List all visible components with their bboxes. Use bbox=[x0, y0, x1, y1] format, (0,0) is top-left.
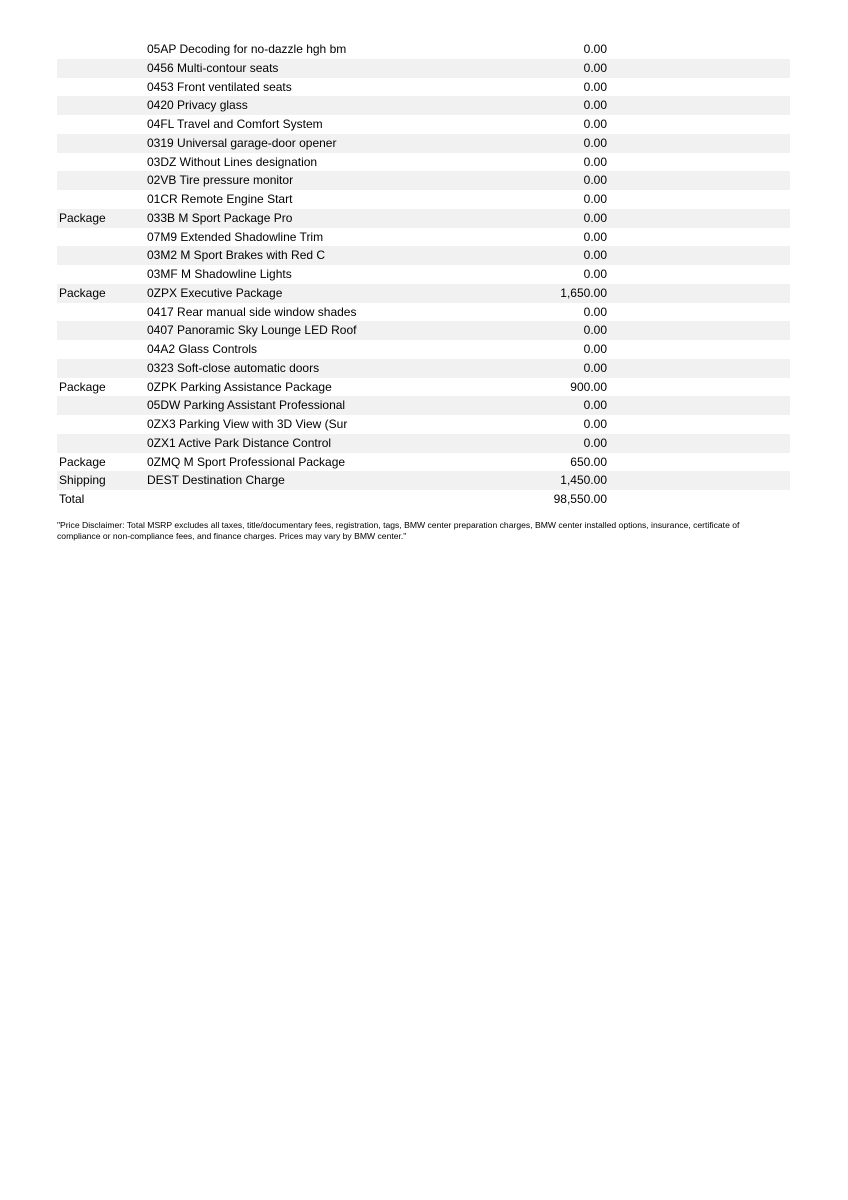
row-description: 03DZ Without Lines designation bbox=[147, 154, 318, 169]
row-description: 0407 Panoramic Sky Lounge LED Roof bbox=[147, 323, 357, 338]
row-price: 1,450.00 bbox=[560, 473, 607, 488]
row-price: 0.00 bbox=[583, 342, 607, 356]
row-description: DEST Destination Charge bbox=[147, 473, 285, 488]
table-row bbox=[57, 134, 790, 153]
table-row bbox=[57, 434, 790, 453]
price-disclaimer-text: "Price Disclaimer: Total MSRP excludes all taxes, title/documentary fees, registration, tags, BMW center preparation charges, BMW center installed options, insurance, certificate of compliance or non-compliance fees, and finance charges. Prices may vary by BMW center." bbox=[57, 520, 740, 542]
row-price: 0.00 bbox=[583, 42, 607, 56]
row-category: Package bbox=[59, 285, 106, 300]
row-price: 0.00 bbox=[583, 323, 607, 338]
row-price: 650.00 bbox=[570, 454, 607, 469]
row-description: 03MF M Shadowline Lights bbox=[147, 267, 292, 281]
row-price: 0.00 bbox=[583, 360, 607, 375]
row-description: 0ZX3 Parking View with 3D View (Sur bbox=[147, 417, 348, 431]
row-price: 0.00 bbox=[583, 304, 607, 319]
row-price: 0.00 bbox=[583, 98, 607, 113]
row-description: 0ZX1 Active Park Distance Control bbox=[147, 435, 332, 450]
table-row bbox=[57, 340, 790, 359]
row-price: 0.00 bbox=[583, 210, 607, 225]
table-row bbox=[57, 265, 790, 284]
row-price: 1,650.00 bbox=[560, 285, 607, 300]
table-row bbox=[57, 246, 790, 265]
row-description: 0ZMQ M Sport Professional Package bbox=[147, 454, 346, 469]
table-row bbox=[57, 153, 790, 172]
table-row bbox=[57, 321, 790, 340]
row-category: Shipping bbox=[59, 473, 106, 488]
table-row bbox=[57, 453, 790, 472]
table-row bbox=[57, 378, 790, 397]
row-description: 0323 Soft-close automatic doors bbox=[147, 360, 320, 375]
row-price: 0.00 bbox=[583, 192, 607, 206]
row-description: 05DW Parking Assistant Professional bbox=[147, 398, 346, 413]
row-description: 0420 Privacy glass bbox=[147, 98, 248, 113]
table-row bbox=[57, 96, 790, 115]
table-row bbox=[57, 490, 790, 509]
row-price: 0.00 bbox=[583, 173, 607, 188]
row-description: 05AP Decoding for no-dazzle hgh bm bbox=[147, 42, 347, 56]
row-description: 01CR Remote Engine Start bbox=[147, 192, 293, 206]
row-description: 02VB Tire pressure monitor bbox=[147, 173, 294, 188]
table-row bbox=[57, 190, 790, 209]
table-row bbox=[57, 415, 790, 434]
row-description: 0319 Universal garage-door opener bbox=[147, 135, 337, 150]
row-description: 0ZPX Executive Package bbox=[147, 285, 283, 300]
table-row bbox=[57, 471, 790, 490]
row-category: Package bbox=[59, 454, 106, 469]
table-row bbox=[57, 359, 790, 378]
table-row bbox=[57, 209, 790, 228]
row-price: 0.00 bbox=[583, 248, 607, 263]
row-category: Package bbox=[59, 210, 106, 225]
row-description: 033B M Sport Package Pro bbox=[147, 210, 293, 225]
row-category: Package bbox=[59, 379, 106, 394]
table-row bbox=[57, 396, 790, 415]
row-description: 03M2 M Sport Brakes with Red C bbox=[147, 248, 326, 263]
row-description: 0417 Rear manual side window shades bbox=[147, 304, 357, 319]
table-row bbox=[57, 59, 790, 78]
table-row bbox=[57, 303, 790, 322]
table-row bbox=[57, 171, 790, 190]
row-price: 0.00 bbox=[583, 435, 607, 450]
row-description: 0453 Front ventilated seats bbox=[147, 79, 292, 94]
table-row bbox=[57, 40, 790, 59]
row-price: 0.00 bbox=[583, 135, 607, 150]
vehicle-options-price-table bbox=[57, 40, 790, 509]
row-price: 900.00 bbox=[570, 379, 607, 394]
row-description: 0456 Multi-contour seats bbox=[147, 60, 279, 75]
row-price: 0.00 bbox=[583, 267, 607, 281]
row-description: 07M9 Extended Shadowline Trim bbox=[147, 229, 324, 244]
row-price: 0.00 bbox=[583, 417, 607, 431]
row-description: 0ZPK Parking Assistance Package bbox=[147, 379, 332, 394]
row-price: 0.00 bbox=[583, 117, 607, 131]
table-row bbox=[57, 284, 790, 303]
row-price: 0.00 bbox=[583, 154, 607, 169]
table-row bbox=[57, 115, 790, 134]
row-price: 0.00 bbox=[583, 398, 607, 413]
row-price: 0.00 bbox=[583, 79, 607, 94]
row-price: 0.00 bbox=[583, 229, 607, 244]
row-description: 04A2 Glass Controls bbox=[147, 342, 258, 356]
row-price: 98,550.00 bbox=[553, 492, 607, 506]
table-row bbox=[57, 78, 790, 97]
row-description: 04FL Travel and Comfort System bbox=[147, 117, 323, 131]
row-category: Total bbox=[59, 492, 85, 506]
row-price: 0.00 bbox=[583, 60, 607, 75]
table-row bbox=[57, 228, 790, 247]
